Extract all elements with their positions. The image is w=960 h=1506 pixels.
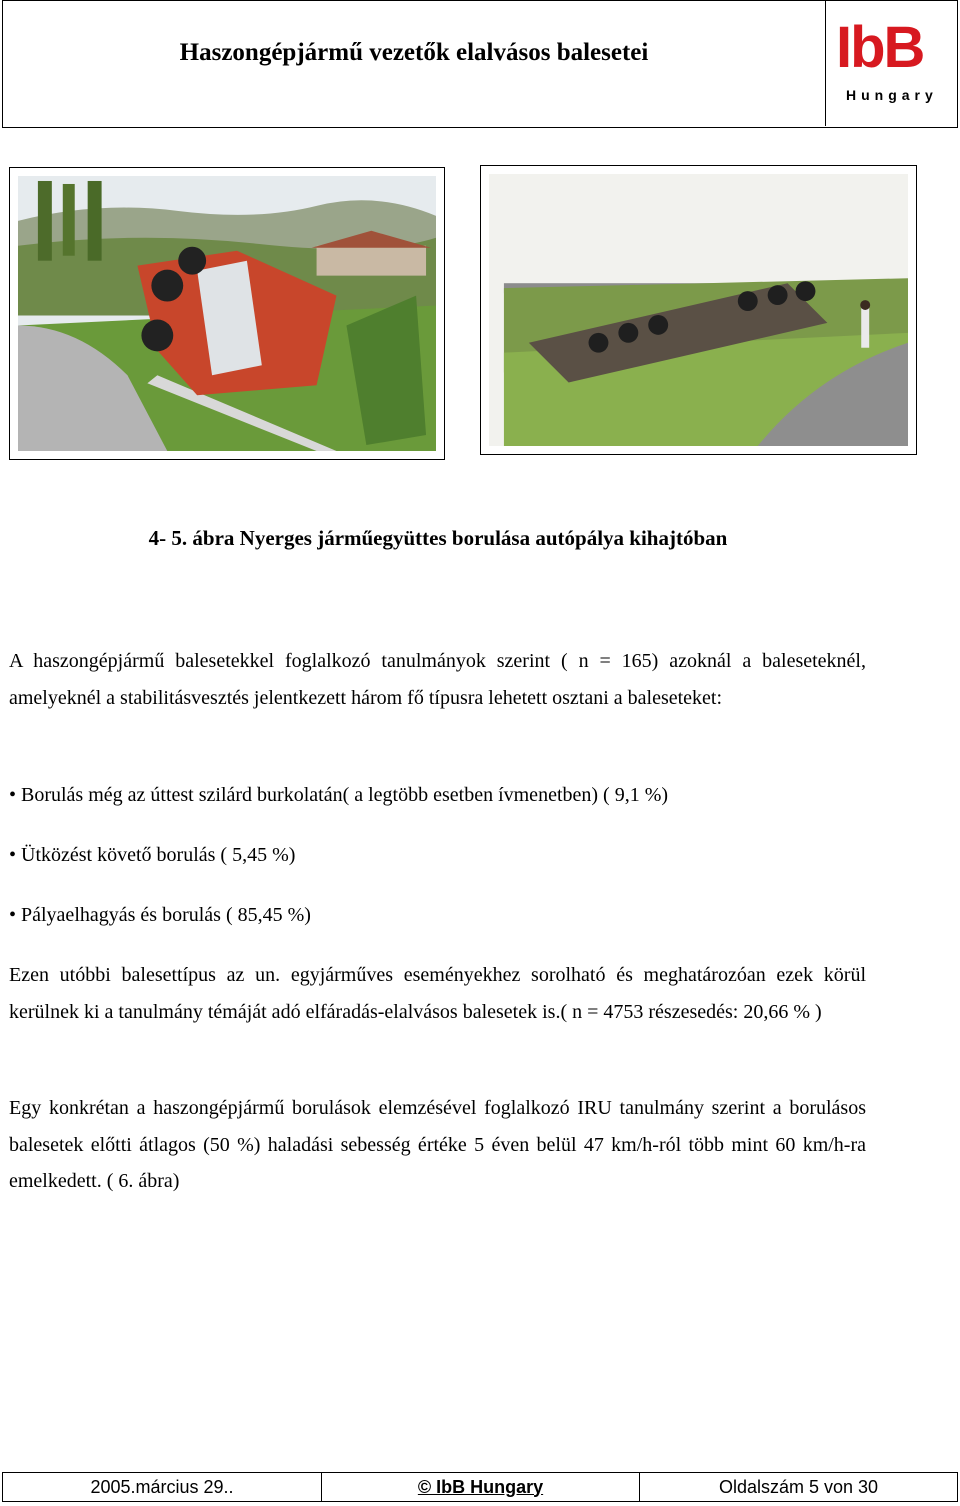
- photo-overturned-semitrailer: [480, 165, 917, 455]
- accident-photo-1: [18, 176, 436, 451]
- photo-overturned-truck-cab: [9, 167, 445, 460]
- footer-copyright-link[interactable]: © IbB Hungary: [322, 1473, 640, 1501]
- document-title: Haszongépjármű vezetők elalvásos balesetei: [179, 38, 649, 66]
- paragraph-intro: A haszongépjármű balesetekkel foglalkozó tanulmányok szerint ( n = 165) azoknál a baleseteknél, amelyeknél a stabilitásvesztés jelentkezett három fő típusra lehetett osztani a baleseteket:: [9, 650, 866, 709]
- footer-page-number: Oldalszám 5 von 30: [718, 1476, 879, 1497]
- paragraph-iru-study: Egy konkrétan a haszongépjármű borulások elemzésével foglalkozó IRU tanulmány szerint a borulásos balesetek előtti átlagos (50 %) haladási sebesség értéke 5 éven belül 47 km/h-ról több mint 60 km/h-ra emelkedett. ( 6. ábra): [9, 1097, 866, 1192]
- logo-sub-text: Hungary: [846, 87, 938, 103]
- ibb-hungary-logo: [825, 1, 957, 126]
- page-header: [2, 0, 958, 128]
- paragraph-single-vehicle: Ezen utóbbi balesettípus az un. egyjárműves eseményekhez sorolható és meghatározóan ezek körül kerülnek ki a tanulmány témáját adó elfáradás-elalvásos balesetek is.( n = 4753 részesedés: 20,66 % ): [9, 964, 866, 1023]
- figure-caption: 4- 5. ábra Nyerges járműegyüttes borulása autópálya kihajtóban: [148, 526, 728, 550]
- accident-photo-2: [489, 174, 908, 446]
- page-footer: [2, 1472, 958, 1502]
- bullet-item: • Pályaelhagyás és borulás ( 85,45 %): [9, 904, 311, 926]
- footer-date: 2005.március 29..: [3, 1473, 322, 1501]
- bullet-item: • Ütközést követő borulás ( 5,45 %): [9, 844, 296, 866]
- logo-main-text: IbB: [836, 15, 924, 80]
- bullet-item: • Borulás még az úttest szilárd burkolatán( a legtöbb esetben ívmenetben) ( 9,1 %): [9, 784, 669, 806]
